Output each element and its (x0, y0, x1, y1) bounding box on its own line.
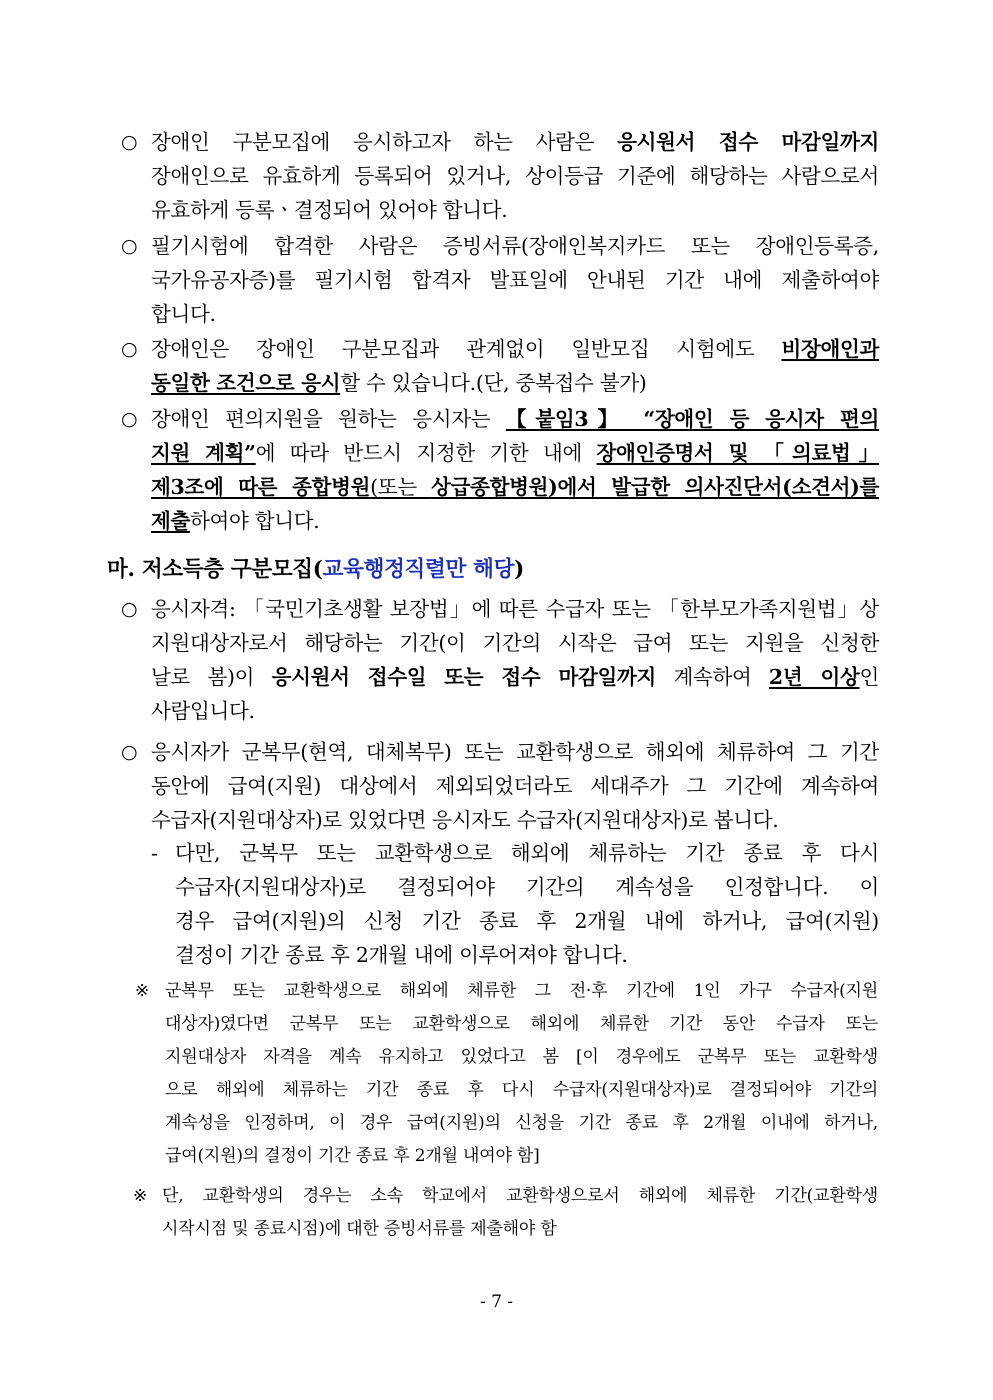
text-line: 지원대상자 자격을 계속 유지하고 있었다고 봄 [이 경우에도 군복무 또는 교환학생 (165, 1047, 878, 1067)
text-line: 다만, 군복무 또는 교환학생으로 해외에 체류하는 기간 종료 후 다시 (175, 841, 879, 865)
circle-bullet-icon: ○ (121, 741, 138, 763)
text-line: 대상자)였다면 군복무 또는 교환학생으로 해외에 체류한 기간 동안 수급자 또는 (165, 1014, 878, 1034)
reference-mark-icon: ※ (133, 1186, 148, 1206)
circle-bullet-icon: ○ (121, 598, 138, 620)
text-line: 군복무 또는 교환학생으로 해외에 체류한 그 전·후 기간에 1인 가구 수급자(지원 (165, 981, 878, 1001)
text-line: 지원대상자로서 해당하는 기간(이 기간의 시작은 급여 또는 지원을 신청한 (151, 631, 879, 655)
circle-bullet-icon: ○ (121, 408, 138, 430)
text-line: 결정이 기간 종료 후 2개월 내에 이루어져야 합니다. (175, 943, 628, 967)
text-line: 으로 해외에 체류하는 기간 종료 후 다시 수급자(지원대상자)로 결정되어야 기간의 (165, 1080, 878, 1100)
text-line: 합니다. (151, 302, 216, 326)
text-line: 제3조에 따른 종합병원(또는 상급종합병원)에서 발급한 의사진단서(소견서)를 (151, 475, 879, 499)
circle-bullet-icon: ○ (121, 131, 138, 153)
text-line: 장애인으로 유효하게 등록되어 있거나, 상이등급 기준에 해당하는 사람으로서 (151, 164, 879, 188)
text-line: 장애인은 장애인 구분모집과 관계없이 일반모집 시험에도 비장애인과 (151, 337, 879, 361)
text-line: 수급자(지원대상자)로 있었다면 응시자도 수급자(지원대상자)로 봅니다. (151, 808, 779, 832)
text-line: 유효하게 등록ㆍ결정되어 있어야 합니다. (151, 198, 508, 222)
text-line: 날로 봄)이 응시원서 접수일 또는 접수 마감일까지 계속하여 2년 이상인 (151, 665, 879, 689)
text-line: 응시자가 군복무(현역, 대체복무) 또는 교환학생으로 해외에 체류하여 그 기간 (151, 740, 879, 764)
text-line: 지원 계획”에 따라 반드시 지정한 기한 내에 장애인증명서 및 「의료법」 (151, 441, 879, 465)
text-line: 제출하여야 합니다. (151, 509, 320, 533)
text-line: 국가유공자증)를 필기시험 합격자 발표일에 안내된 기간 내에 제출하여야 (151, 268, 879, 292)
reference-mark-icon: ※ (135, 981, 150, 1001)
text-line: 계속성을 인정하며, 이 경우 급여(지원)의 신청을 기간 종료 후 2개월 이내에 하거나, (165, 1113, 878, 1133)
text-line: 급여(지원)의 결정이 기간 종료 후 2개월 내여야 함] (165, 1146, 540, 1166)
dash-bullet: - (151, 841, 158, 865)
text-line: 필기시험에 합격한 사람은 증빙서류(장애인복지카드 또는 장애인등록증, (151, 234, 879, 258)
text-line: 장애인 구분모집에 응시하고자 하는 사람은 응시원서 접수 마감일까지 (151, 130, 879, 154)
text-line: 수급자(지원대상자)로 결정되어야 기간의 계속성을 인정합니다. 이 (175, 875, 879, 899)
page-number: - 7 - (479, 1292, 514, 1312)
text-line: 사람입니다. (151, 699, 255, 723)
text-line: 응시자격: 「국민기초생활 보장법」에 따른 수급자 또는 「한부모가족지원법」상 (151, 597, 879, 621)
circle-bullet-icon: ○ (121, 235, 138, 257)
text-line: 경우 급여(지원)의 신청 기간 종료 후 2개월 내에 하거나, 급여(지원) (175, 909, 879, 933)
text-line: 동안에 급여(지원) 대상에서 제외되었더라도 세대주가 그 기간에 계속하여 (151, 774, 879, 798)
text-line: 시작시점 및 종료시점)에 대한 증빙서류를 제출해야 함 (162, 1219, 557, 1239)
text-line: 장애인 편의지원을 원하는 응시자는 【붙임3】 “장애인 등 응시자 편의 (151, 407, 879, 431)
section-heading: 마. 저소득층 구분모집(교육행정직렬만 해당) (107, 557, 524, 582)
text-line: 단, 교환학생의 경우는 소속 학교에서 교환학생으로서 해외에 체류한 기간(교환학생 (162, 1186, 878, 1206)
text-line: 동일한 조건으로 응시할 수 있습니다.(단, 중복접수 불가) (151, 371, 647, 395)
circle-bullet-icon: ○ (121, 338, 138, 360)
